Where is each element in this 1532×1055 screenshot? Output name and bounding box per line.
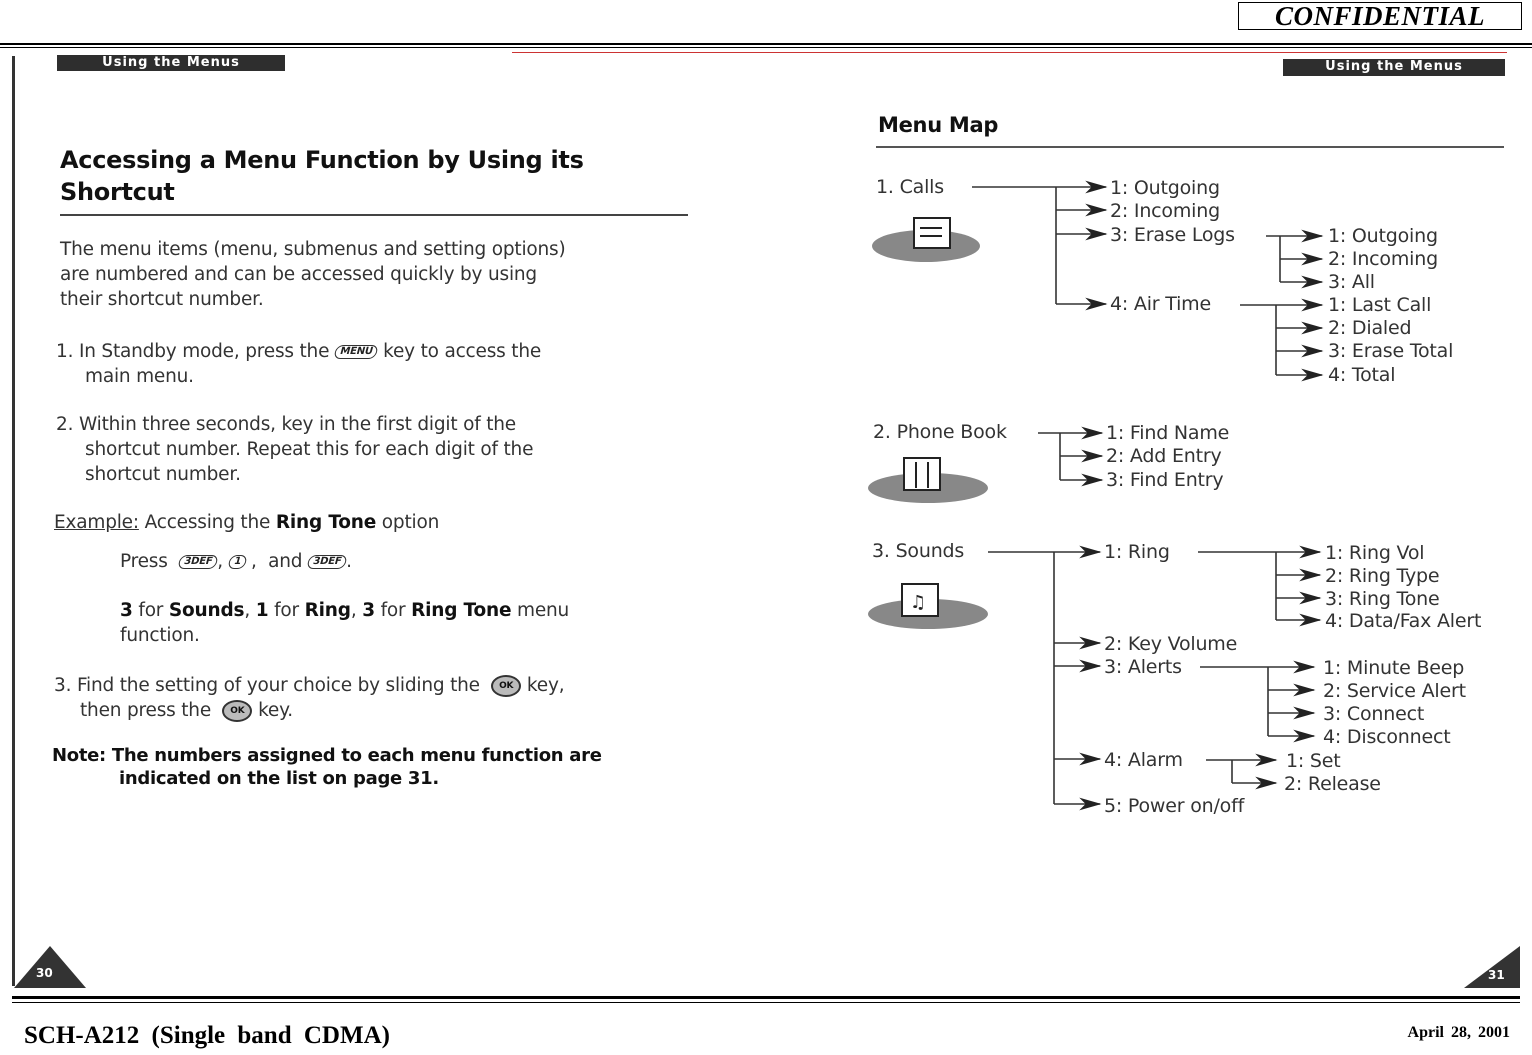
example-text-b: option — [381, 512, 440, 533]
left-page-margin-line — [12, 56, 15, 986]
nav-key-icon: OK — [491, 675, 521, 697]
menu-sounds: 3. Sounds — [872, 540, 965, 562]
alarm-item: 1: Set — [1286, 750, 1341, 772]
explain-num: 3 — [120, 600, 133, 621]
ring-item: 1: Ring Vol — [1325, 542, 1425, 564]
explain-num: 3 — [362, 600, 375, 621]
sounds-item: 3: Alerts — [1104, 656, 1182, 678]
explain-for: for — [380, 600, 406, 621]
confidential-label: CONFIDENTIAL — [1238, 2, 1522, 30]
heading-line-2: Shortcut — [60, 178, 175, 206]
intro-paragraph — [60, 237, 566, 312]
step2-line: shortcut number. — [85, 464, 241, 485]
step-number: 1. — [56, 341, 74, 362]
menu-key-icon: MENU — [333, 345, 379, 359]
step1-text: In Standby mode, press the — [78, 341, 330, 362]
calls-item: 1: Outgoing — [1110, 177, 1220, 199]
explain-sounds: Sounds — [168, 600, 245, 621]
intro-line: are numbered and can be accessed quickly by using — [60, 264, 537, 285]
explain-menu: menu — [517, 600, 570, 621]
right-section-tab: Using the Menus — [1283, 59, 1505, 76]
step3-text-b: key, — [526, 675, 565, 696]
step2-line: Within three seconds, key in the first digit of the — [78, 414, 516, 435]
note-label: Note: — [52, 745, 106, 766]
explain-block: 3 for Sounds, 1 for Ring, 3 for Ring Tone menu function. — [120, 600, 570, 646]
step2-line: shortcut number. Repeat this for each digit of the — [85, 439, 534, 460]
calls-item: 4: Air Time — [1110, 293, 1211, 315]
example-label: Example: — [54, 512, 139, 533]
sounds-item: 4: Alarm — [1104, 749, 1183, 771]
note-block — [52, 744, 602, 790]
and-text: and — [268, 551, 303, 572]
note-line: The numbers assigned to each menu function are — [111, 745, 602, 766]
step3-text-d: key. — [258, 700, 293, 721]
menu-calls: 1. Calls — [876, 176, 944, 198]
explain-ringtone: Ring Tone — [411, 600, 512, 621]
note-line: indicated on the list on page 31. — [119, 768, 439, 789]
key-3-icon: 3DEF — [306, 555, 348, 569]
explain-function: function. — [120, 625, 200, 646]
footer-rule-thick — [12, 996, 1520, 999]
phone-book-icon — [866, 452, 990, 504]
footer-model: SCH-A212 (Single band CDMA) — [24, 1022, 390, 1049]
erase-logs-item: 3: All — [1328, 271, 1375, 293]
alerts-item: 2: Service Alert — [1323, 680, 1466, 702]
phone-book-item: 3: Find Entry — [1106, 469, 1224, 491]
key-1-icon: 1 — [227, 555, 248, 569]
svg-text:♫: ♫ — [910, 592, 927, 613]
phone-book-item: 2: Add Entry — [1106, 445, 1222, 467]
explain-num: 1 — [255, 600, 269, 621]
air-time-item: 2: Dialed — [1328, 317, 1412, 339]
explain-for: for — [274, 600, 299, 621]
step-number: 3. — [54, 675, 72, 696]
erase-logs-item: 1: Outgoing — [1328, 225, 1438, 247]
alerts-item: 1: Minute Beep — [1323, 657, 1465, 679]
step1-text-c: main menu. — [85, 366, 194, 387]
header-rule-thin — [0, 47, 1532, 48]
right-page-number: 31 — [1488, 968, 1505, 982]
footer-date: April 28, 2001 — [1407, 1024, 1510, 1041]
alarm-item: 2: Release — [1284, 773, 1381, 795]
sounds-item: 1: Ring — [1104, 541, 1170, 563]
ring-item: 2: Ring Type — [1325, 565, 1440, 587]
alerts-item: 4: Disconnect — [1323, 726, 1451, 748]
step-1 — [56, 339, 541, 389]
menu-map-title: Menu Map — [878, 113, 999, 137]
left-section-tab: Using the Menus — [57, 55, 285, 71]
heading-underline — [60, 214, 688, 216]
step3-text: Find the setting of your choice by sliding the — [76, 675, 480, 696]
intro-line: The menu items (menu, submenus and setting options) — [60, 239, 566, 260]
sounds-item: 2: Key Volume — [1104, 633, 1238, 655]
example-line — [54, 510, 439, 535]
sounds-item: 5: Power on/off — [1104, 795, 1245, 817]
menu-phone-book: 2. Phone Book — [873, 421, 1007, 443]
air-time-item: 4: Total — [1328, 364, 1396, 386]
key-3-icon: 3DEF — [177, 555, 219, 569]
press-line: Press 3DEF , 1 , and 3DEF . — [120, 551, 352, 572]
ring-item: 4: Data/Fax Alert — [1325, 610, 1482, 632]
step-3 — [54, 673, 564, 723]
example-bold: Ring Tone — [275, 512, 377, 533]
explain-for: for — [138, 600, 164, 621]
header-rule-thick — [0, 43, 1532, 45]
left-page-number: 30 — [36, 966, 53, 980]
ok-key-icon: OK — [222, 700, 252, 722]
top-accent-line — [512, 52, 1507, 53]
heading-line-1: Accessing a Menu Function by Using its — [60, 146, 584, 174]
intro-line: their shortcut number. — [60, 289, 264, 310]
air-time-item: 3: Erase Total — [1328, 340, 1454, 362]
page-heading — [60, 144, 700, 208]
step1-text-b: key to access the — [383, 341, 542, 362]
phone-book-item: 1: Find Name — [1106, 422, 1230, 444]
air-time-item: 1: Last Call — [1328, 294, 1432, 316]
example-text: Accessing the — [144, 512, 271, 533]
erase-logs-item: 2: Incoming — [1328, 248, 1438, 270]
calls-item: 3: Erase Logs — [1110, 224, 1235, 246]
ring-item: 3: Ring Tone — [1325, 588, 1440, 610]
footer-rule-thin — [12, 1002, 1520, 1003]
alerts-item: 3: Connect — [1323, 703, 1425, 725]
menu-map-underline — [876, 146, 1504, 148]
step3-text-c: then press the — [80, 700, 212, 721]
sounds-icon — [866, 576, 990, 632]
step-number: 2. — [56, 414, 74, 435]
calls-item: 2: Incoming — [1110, 200, 1220, 222]
press-text: Press — [120, 551, 168, 572]
explain-ring: Ring — [304, 600, 351, 621]
step-2 — [56, 412, 533, 487]
calls-icon — [870, 210, 982, 264]
